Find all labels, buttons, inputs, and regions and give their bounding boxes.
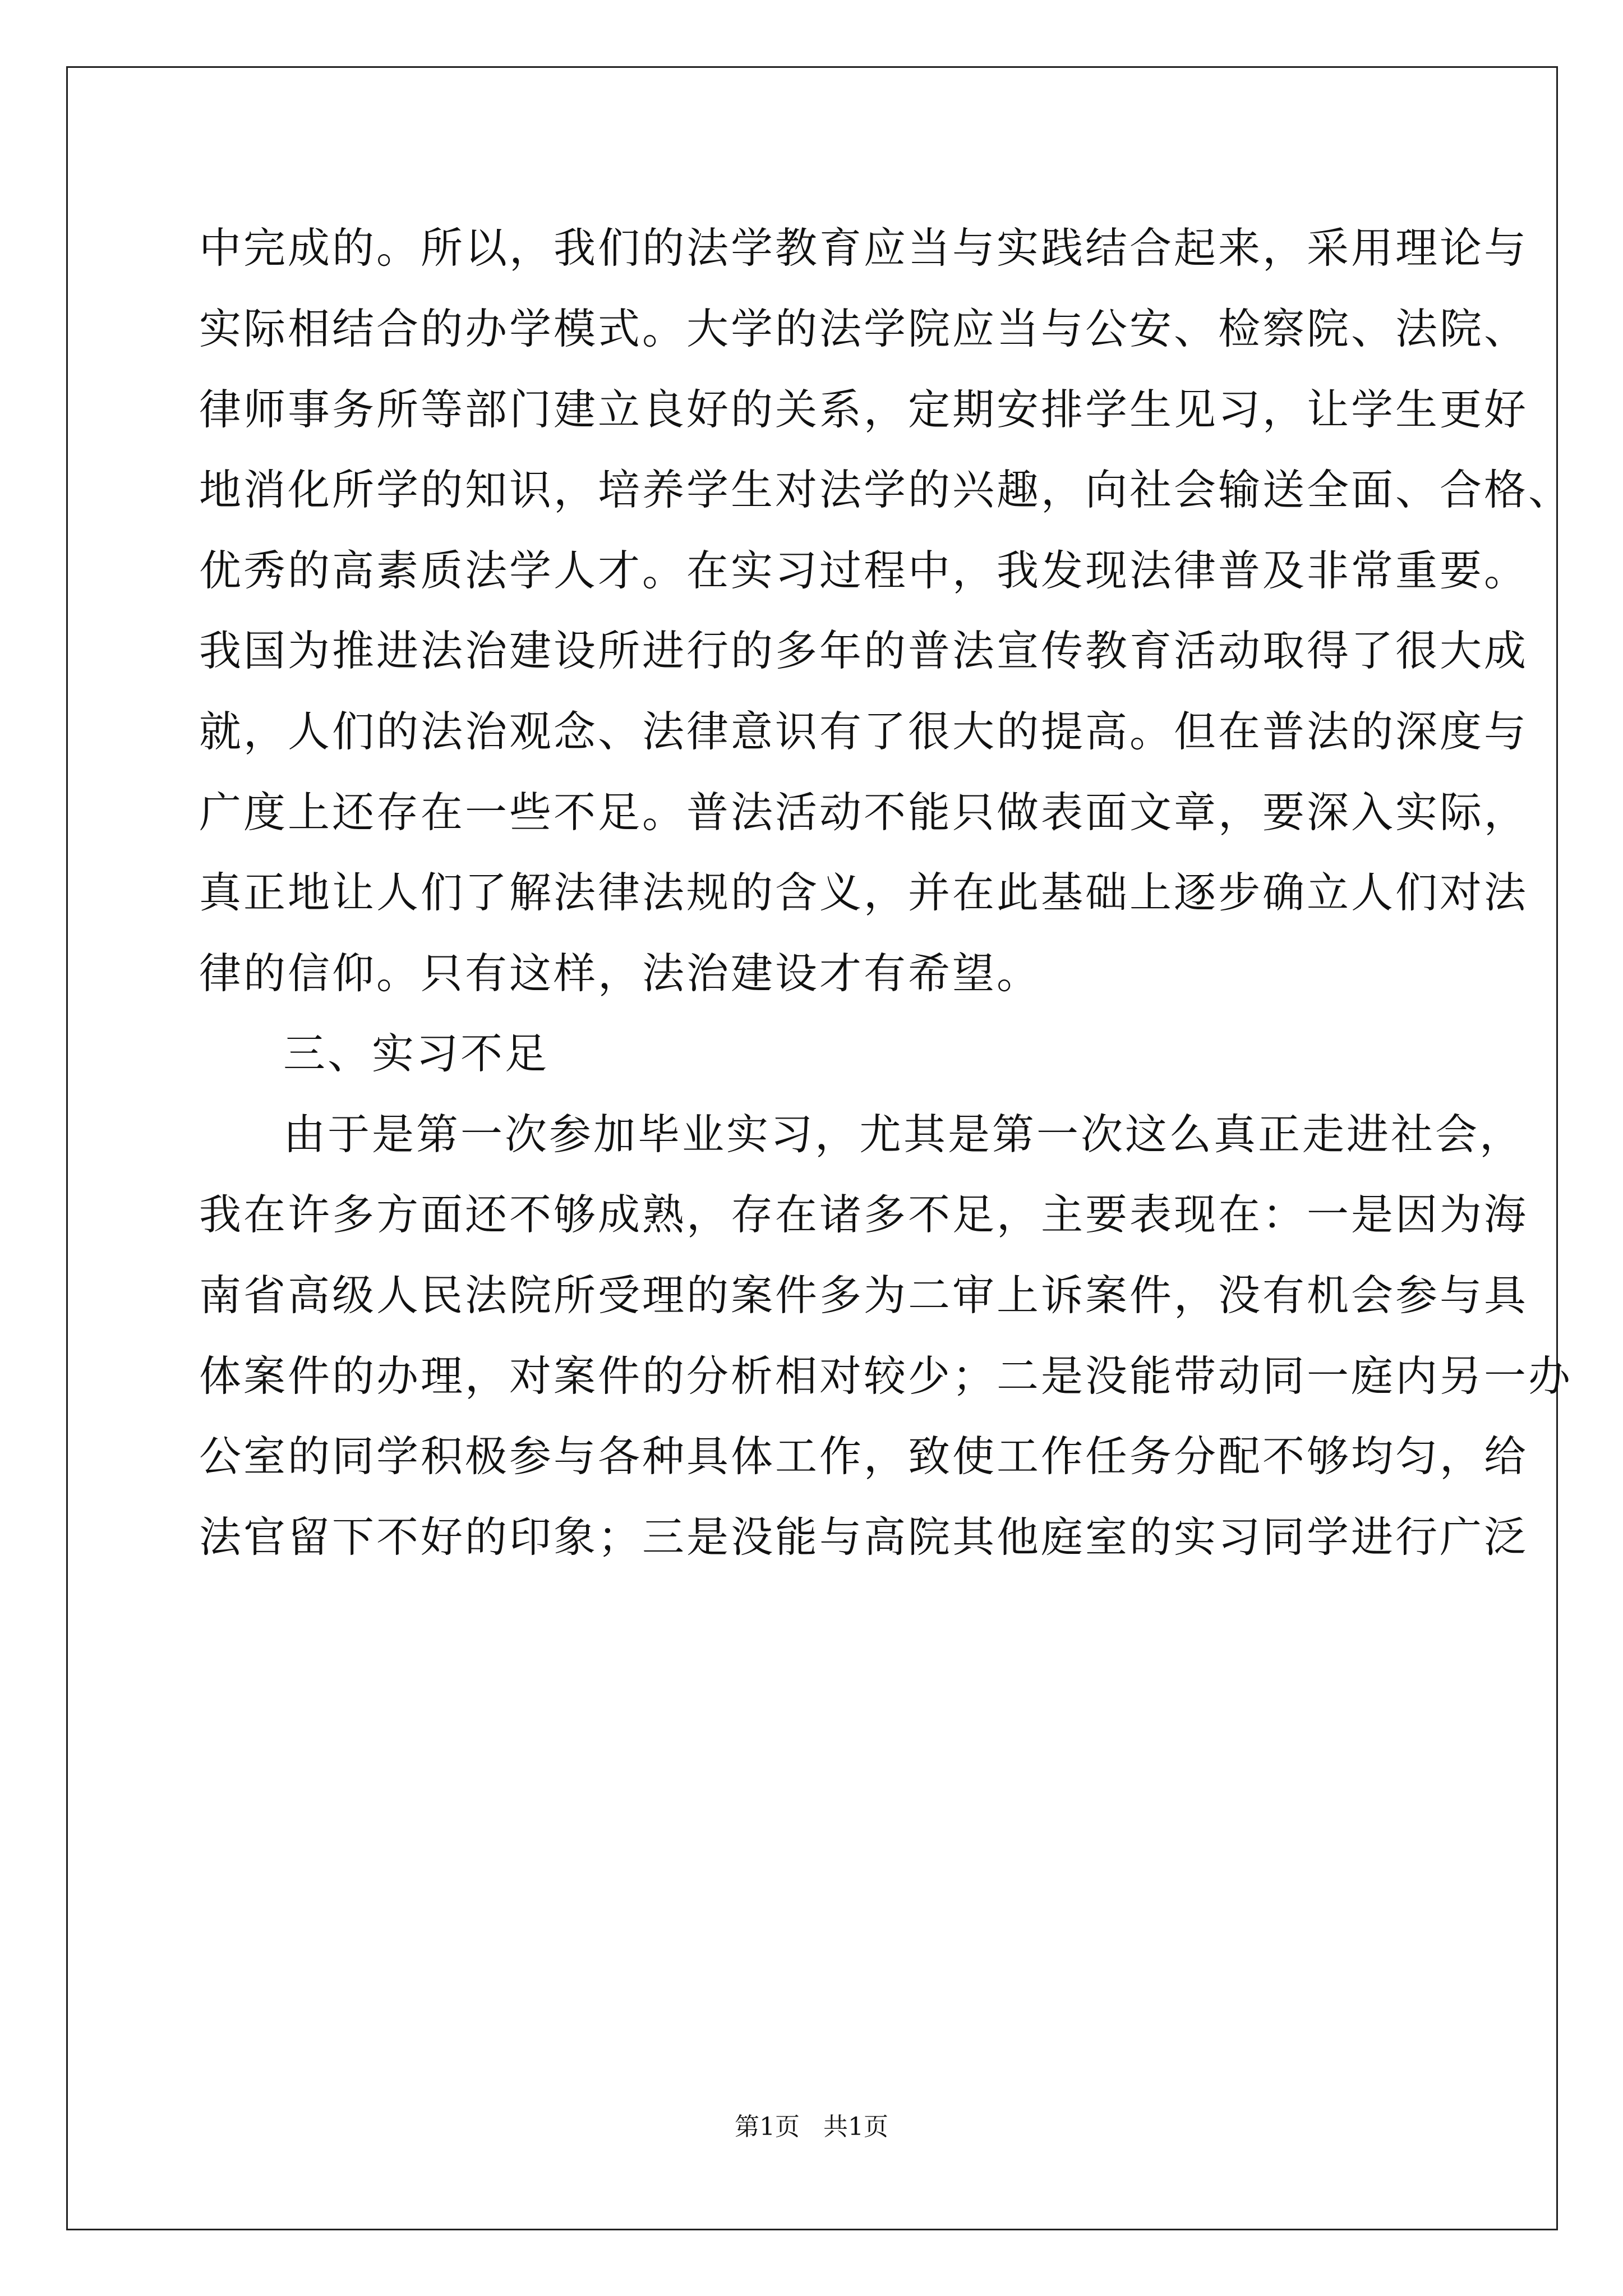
body-line: 地消化所学的知识，培养学生对法学的兴趣，向社会输送全面、合格、 [199, 465, 1573, 514]
section-heading: 三、实习不足 [283, 1029, 550, 1078]
body-line: 体案件的办理，对案件的分析相对较少；二是没能带动同一庭内另一办 [199, 1351, 1573, 1401]
body-line: 法官留下不好的印象；三是没能与高院其他庭室的实习同学进行广泛 [199, 1512, 1529, 1562]
body-line: 公室的同学积极参与各种具体工作，致使工作任务分配不够均匀，给 [199, 1432, 1529, 1481]
paragraph-first-line: 由于是第一次参加毕业实习，尤其是第一次这么真正走进社会， [283, 1110, 1524, 1159]
body-line: 广度上还存在一些不足。普法活动不能只做表面文章，要深入实际， [199, 788, 1529, 837]
body-line: 真正地让人们了解法律法规的含义，并在此基础上逐步确立人们对法 [199, 868, 1529, 917]
body-line: 就，人们的法治观念、法律意识有了很大的提高。但在普法的深度与 [199, 707, 1529, 756]
body-line: 我在许多方面还不够成熟，存在诸多不足，主要表现在：一是因为海 [199, 1190, 1529, 1239]
body-line: 我国为推进法治建设所进行的多年的普法宣传教育活动取得了很大成 [199, 626, 1529, 675]
body-line: 律师事务所等部门建立良好的关系，定期安排学生见习，让学生更好 [199, 385, 1529, 434]
body-line: 南省高级人民法院所受理的案件多为二审上诉案件，没有机会参与具 [199, 1271, 1529, 1320]
body-line: 优秀的高素质法学人才。在实习过程中，我发现法律普及非常重要。 [199, 546, 1529, 595]
body-line: 律的信仰。只有这样，法治建设才有希望。 [199, 949, 1041, 998]
body-line: 实际相结合的办学模式。大学的法学院应当与公安、检察院、法院、 [199, 304, 1529, 353]
page-footer: 第1页 共1页 [735, 2113, 888, 2141]
body-line: 中完成的。所以，我们的法学教育应当与实践结合起来，采用理论与 [199, 223, 1529, 273]
